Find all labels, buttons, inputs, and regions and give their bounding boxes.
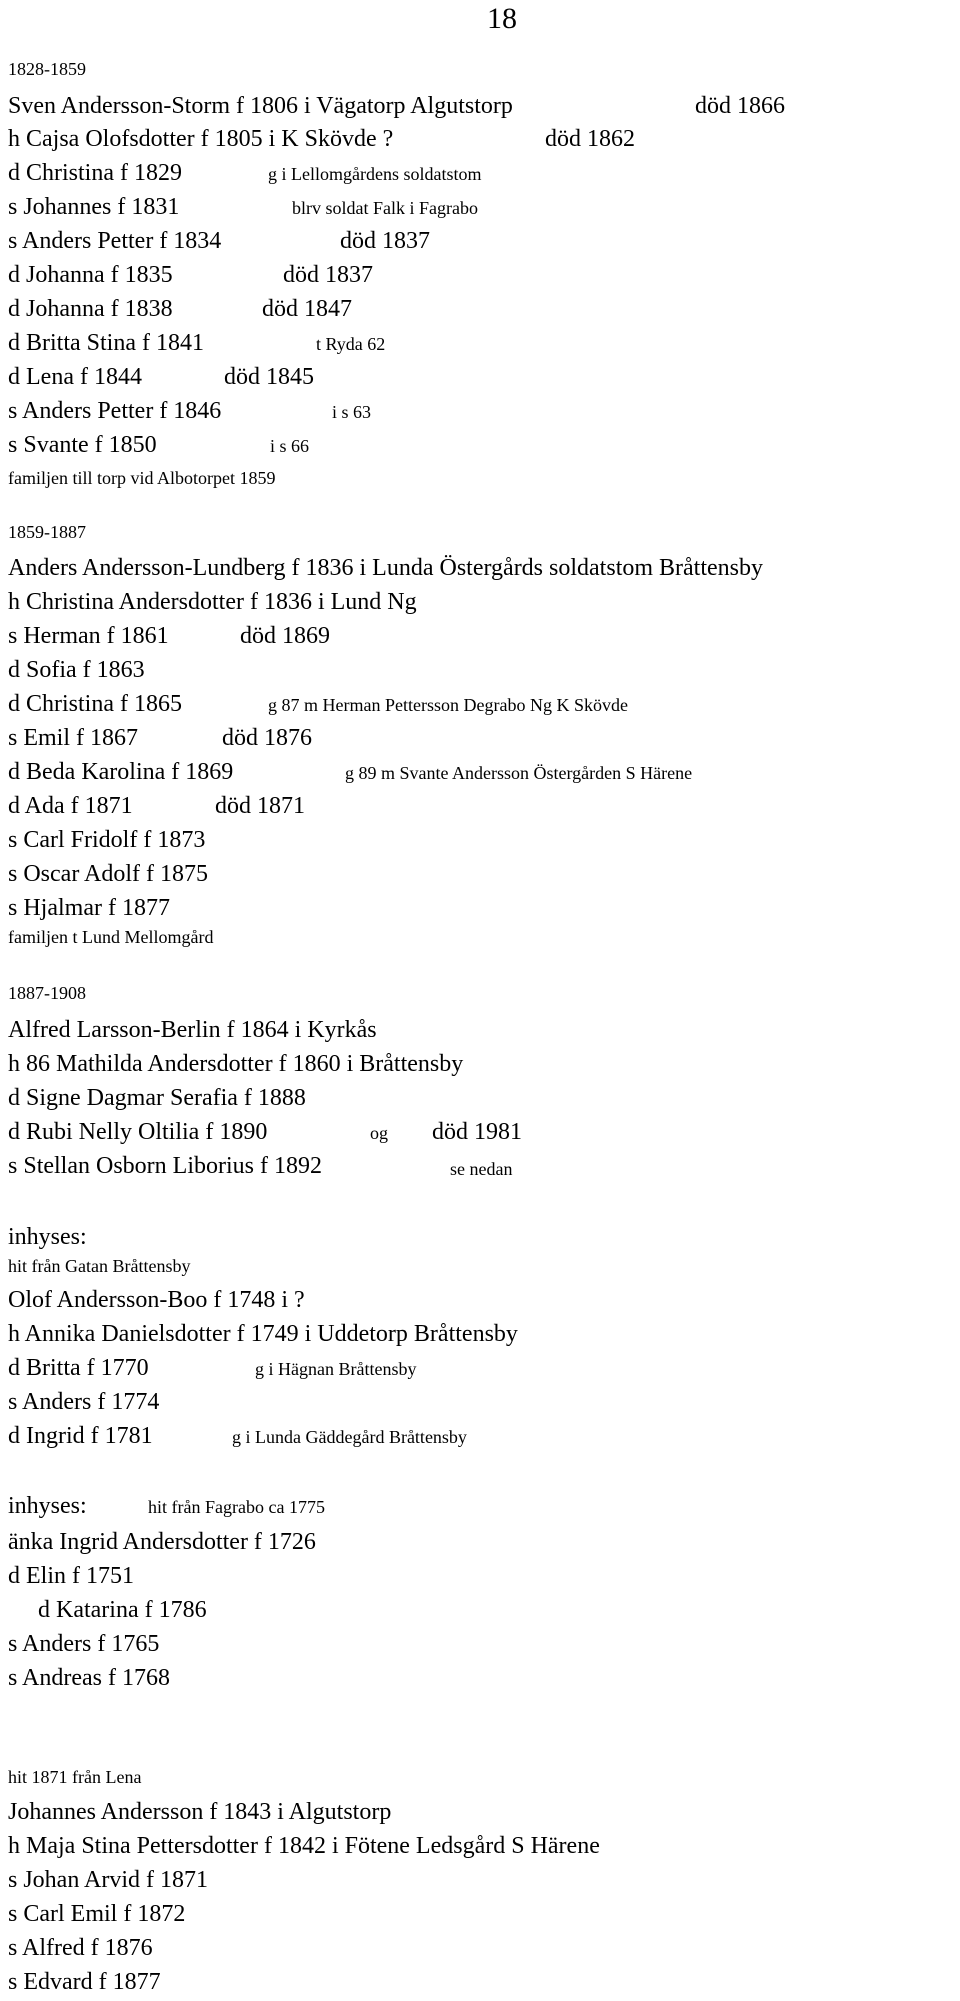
entry-oscar-adolf: s Oscar Adolf f 1875 bbox=[8, 861, 208, 887]
entry-sven-death: död 1866 bbox=[695, 93, 785, 119]
entry-emil: s Emil f 1867 bbox=[8, 725, 138, 751]
entry-cajsa: h Cajsa Olofsdotter f 1805 i K Skövde ? bbox=[8, 126, 394, 152]
period-1828-1859: 1828-1859 bbox=[8, 59, 86, 79]
entry-annika: h Annika Danielsdotter f 1749 i Uddetorp Bråttensby bbox=[8, 1321, 518, 1347]
entry-rubi-nelly-death: död 1981 bbox=[432, 1119, 522, 1145]
entry-family-moved-1859: familjen till torp vid Albotorpet 1859 bbox=[8, 468, 276, 488]
entry-johan-arvid: s Johan Arvid f 1871 bbox=[8, 1867, 208, 1893]
entry-rubi-nelly: d Rubi Nelly Oltilia f 1890 bbox=[8, 1119, 268, 1145]
entry-christina-andersdotter: h Christina Andersdotter f 1836 i Lund Ng bbox=[8, 589, 417, 615]
entry-stellan-osborn-note: se nedan bbox=[450, 1159, 513, 1179]
entry-andreas: s Andreas f 1768 bbox=[8, 1665, 170, 1691]
entry-johannes-andersson: Johannes Andersson f 1843 i Algutstorp bbox=[8, 1799, 392, 1825]
entry-ingrid-1781-note: g i Lunda Gäddegård Bråttensby bbox=[232, 1427, 467, 1447]
entry-christina-note: g i Lellomgårdens soldatstom bbox=[268, 164, 482, 184]
entry-alfred-1876: s Alfred f 1876 bbox=[8, 1935, 153, 1961]
entry-christina: d Christina f 1829 bbox=[8, 160, 182, 186]
entry-signe-dagmar: d Signe Dagmar Serafia f 1888 bbox=[8, 1085, 306, 1111]
entry-beda-karolina-note: g 89 m Svante Andersson Östergården S Härene bbox=[345, 763, 693, 783]
entry-cajsa-death: död 1862 bbox=[545, 126, 635, 152]
entry-alfred-berlin: Alfred Larsson-Berlin f 1864 i Kyrkås bbox=[8, 1017, 377, 1043]
entry-beda-karolina: d Beda Karolina f 1869 bbox=[8, 759, 234, 785]
entry-britta-stina: d Britta Stina f 1841 bbox=[8, 330, 204, 356]
entry-from-fagrabo: hit från Fagrabo ca 1775 bbox=[148, 1497, 325, 1517]
entry-christina-1865: d Christina f 1865 bbox=[8, 691, 182, 717]
heading-inhyses-1: inhyses: bbox=[8, 1224, 87, 1250]
entry-britta-stina-note: t Ryda 62 bbox=[316, 334, 386, 354]
entry-johanna-1838: d Johanna f 1838 bbox=[8, 296, 173, 322]
period-1887-1908: 1887-1908 bbox=[8, 983, 86, 1003]
entry-anders-lundberg: Anders Andersson-Lundberg f 1836 i Lunda Östergårds soldatstom Bråttensby bbox=[8, 555, 764, 581]
entry-elin: d Elin f 1751 bbox=[8, 1563, 134, 1589]
entry-ada-death: död 1871 bbox=[215, 793, 305, 819]
entry-herman-death: död 1869 bbox=[240, 623, 330, 649]
entry-johanna-1838-death: död 1847 bbox=[262, 296, 352, 322]
entry-rubi-nelly-og: og bbox=[370, 1123, 388, 1143]
entry-sofia: d Sofia f 1863 bbox=[8, 657, 145, 683]
entry-sven: Sven Andersson-Storm f 1806 i Vägatorp Algutstorp bbox=[8, 93, 513, 119]
entry-anders-1774: s Anders f 1774 bbox=[8, 1389, 160, 1415]
entry-from-gatan: hit från Gatan Bråttensby bbox=[8, 1256, 191, 1276]
entry-family-moved-lund: familjen t Lund Mellomgård bbox=[8, 927, 214, 947]
entry-svante: s Svante f 1850 bbox=[8, 432, 157, 458]
entry-olof-boo: Olof Andersson-Boo f 1748 i ? bbox=[8, 1287, 305, 1313]
page-number: 18 bbox=[487, 2, 517, 35]
entry-anders-petter-1834-death: död 1837 bbox=[340, 228, 430, 254]
entry-lena: d Lena f 1844 bbox=[8, 364, 142, 390]
entry-johannes: s Johannes f 1831 bbox=[8, 194, 180, 220]
entry-anders-petter-1846: s Anders Petter f 1846 bbox=[8, 398, 222, 424]
entry-carl-fridolf: s Carl Fridolf f 1873 bbox=[8, 827, 206, 853]
entry-edvard: s Edvard f 1877 bbox=[8, 1969, 161, 1995]
entry-johanna-1835: d Johanna f 1835 bbox=[8, 262, 173, 288]
entry-katarina: d Katarina f 1786 bbox=[38, 1597, 207, 1623]
entry-stellan-osborn: s Stellan Osborn Liborius f 1892 bbox=[8, 1153, 322, 1179]
entry-maja-stina: h Maja Stina Pettersdotter f 1842 i Fötene Ledsgård S Härene bbox=[8, 1833, 600, 1859]
entry-johanna-1835-death: död 1837 bbox=[283, 262, 373, 288]
entry-svante-note: i s 66 bbox=[270, 436, 310, 456]
entry-anders-petter-1834: s Anders Petter f 1834 bbox=[8, 228, 222, 254]
heading-inhyses-2: inhyses: bbox=[8, 1493, 87, 1519]
entry-from-lena: hit 1871 från Lena bbox=[8, 1767, 142, 1787]
entry-johannes-note: blrv soldat Falk i Fagrabo bbox=[292, 198, 478, 218]
entry-christina-1865-note: g 87 m Herman Pettersson Degrabo Ng K Skövde bbox=[268, 695, 628, 715]
entry-britta-1770-note: g i Hägnan Bråttensby bbox=[255, 1359, 417, 1379]
entry-ingrid-1781: d Ingrid f 1781 bbox=[8, 1423, 153, 1449]
entry-carl-emil: s Carl Emil f 1872 bbox=[8, 1901, 186, 1927]
period-1859-1887: 1859-1887 bbox=[8, 522, 86, 542]
entry-anders-1765: s Anders f 1765 bbox=[8, 1631, 160, 1657]
entry-herman: s Herman f 1861 bbox=[8, 623, 169, 649]
entry-lena-death: död 1845 bbox=[224, 364, 314, 390]
entry-hjalmar: s Hjalmar f 1877 bbox=[8, 895, 170, 921]
entry-emil-death: död 1876 bbox=[222, 725, 312, 751]
entry-britta-1770: d Britta f 1770 bbox=[8, 1355, 149, 1381]
entry-anders-petter-1846-note: i s 63 bbox=[332, 402, 372, 422]
entry-ingrid-andersdotter: änka Ingrid Andersdotter f 1726 bbox=[8, 1529, 316, 1555]
entry-ada: d Ada f 1871 bbox=[8, 793, 133, 819]
entry-mathilda: h 86 Mathilda Andersdotter f 1860 i Bråttensby bbox=[8, 1051, 464, 1077]
